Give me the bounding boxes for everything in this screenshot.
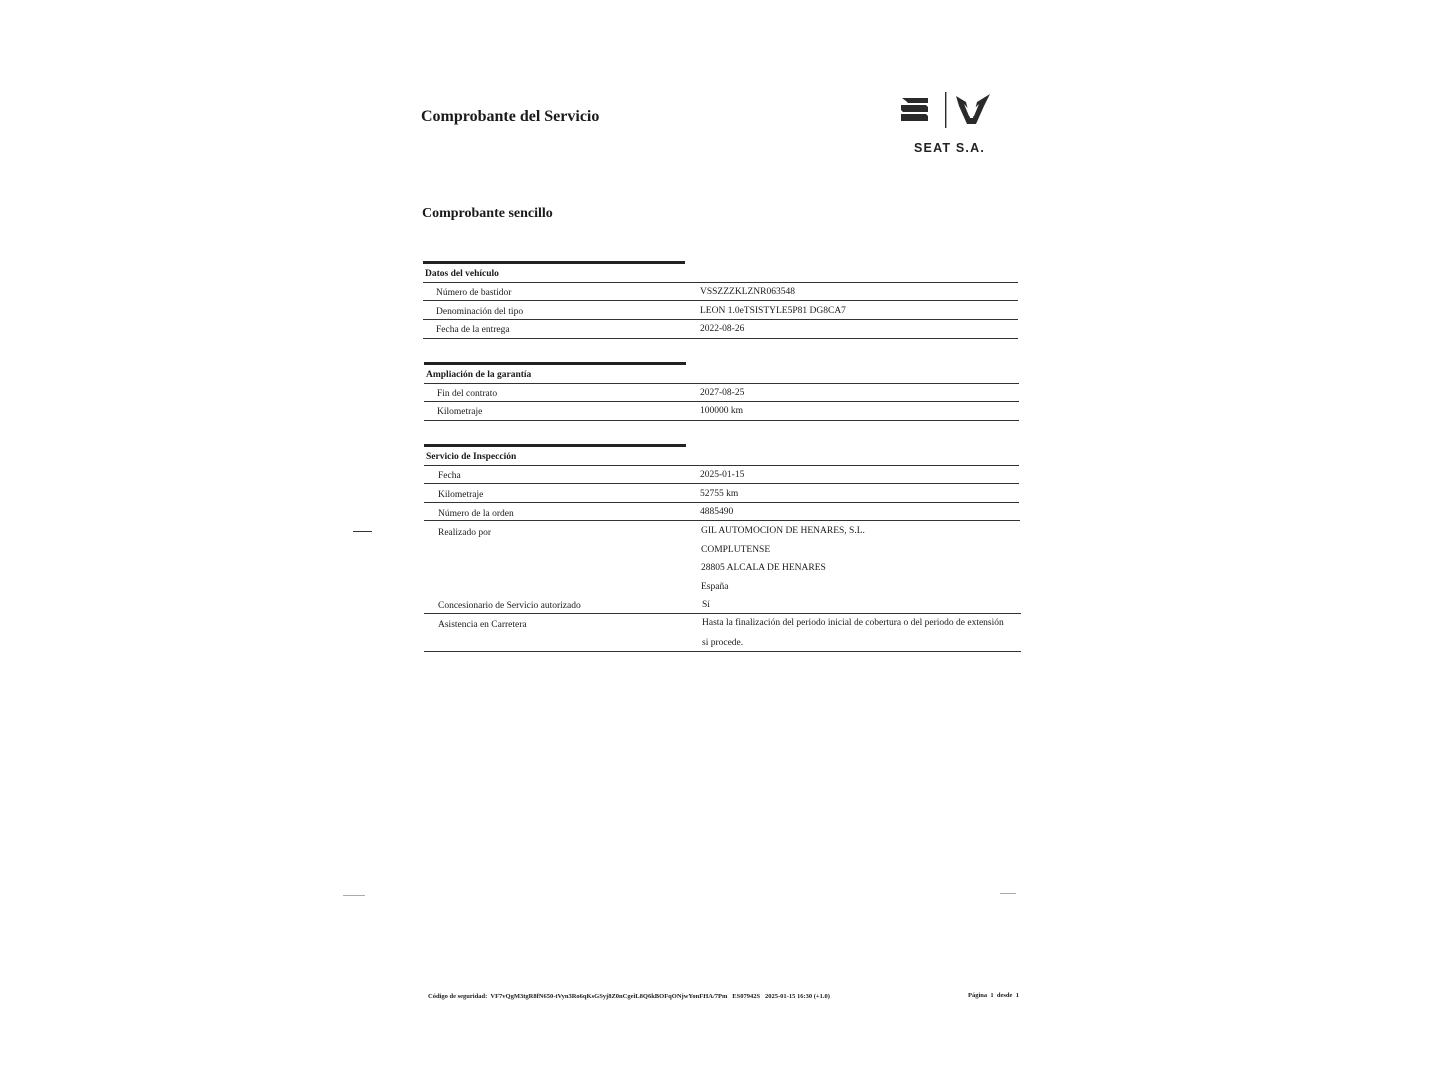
value-warranty-mileage: 100000 km bbox=[700, 406, 744, 416]
row-divider bbox=[423, 282, 1018, 283]
value-performed-by-line: COMPLUTENSE bbox=[701, 545, 771, 555]
security-code-value: VF7vQgM3tgR8fN650-tVyn3Ro6qKsGSyj8Z0nCgeiL8Q6kBOFqONjwYonFHA/7Pm bbox=[490, 993, 728, 1000]
value-inspection-mileage: 52755 km bbox=[700, 489, 739, 499]
page-label: Página bbox=[968, 992, 988, 999]
value-delivery-date: 2022-08-26 bbox=[700, 324, 745, 334]
print-timestamp: 2025-01-15 16:30 (+1.0) bbox=[764, 993, 830, 1000]
label-inspection-mileage: Kilometraje bbox=[438, 490, 484, 500]
value-roadside-assistance-line: Hasta la finalización del periodo inicial de cobertura o del periodo de extensión bbox=[702, 618, 1004, 628]
value-authorized-dealer: Sí bbox=[702, 600, 710, 610]
row-divider bbox=[423, 300, 1018, 301]
label-delivery-date: Fecha de la entrega bbox=[436, 325, 510, 335]
value-order-number: 4885490 bbox=[700, 507, 734, 517]
value-chassis-number: VSSZZZKLZNR063548 bbox=[700, 287, 795, 297]
value-inspection-date: 2025-01-15 bbox=[700, 470, 745, 480]
section-bar bbox=[423, 261, 685, 264]
label-inspection-date: Fecha bbox=[438, 471, 461, 481]
label-roadside-assistance: Asistencia en Carretera bbox=[438, 620, 527, 630]
document-subtitle: Comprobante sencillo bbox=[422, 206, 553, 221]
scan-mark bbox=[353, 531, 372, 532]
label-warranty-mileage: Kilometraje bbox=[437, 407, 483, 417]
value-performed-by-line: GIL AUTOMOCION DE HENARES, S.L. bbox=[701, 526, 865, 536]
page-total: 1 bbox=[1015, 992, 1019, 999]
dealer-code: ES07942S bbox=[732, 993, 761, 1000]
label-order-number: Número de la orden bbox=[438, 509, 514, 519]
row-divider bbox=[424, 613, 1021, 614]
document-title: Comprobante del Servicio bbox=[421, 108, 600, 125]
section-title-warranty: Ampliación de la garantía bbox=[426, 370, 532, 380]
label-performed-by: Realizado por bbox=[438, 528, 492, 538]
value-contract-end: 2027-08-25 bbox=[700, 388, 745, 398]
row-divider bbox=[424, 465, 1019, 466]
row-divider bbox=[423, 319, 1018, 320]
row-divider bbox=[424, 401, 1019, 402]
row-divider bbox=[424, 651, 1021, 652]
page-current: 1 bbox=[990, 992, 994, 999]
cupra-logo-icon bbox=[956, 94, 990, 124]
scan-mark bbox=[343, 895, 365, 896]
label-chassis-number: Número de bastidor bbox=[436, 288, 512, 298]
security-code-footer bbox=[428, 993, 830, 1000]
row-divider bbox=[424, 483, 1019, 484]
seat-logo-icon bbox=[901, 98, 928, 121]
security-code-label: Código de seguridad: bbox=[428, 993, 488, 1000]
section-bar bbox=[424, 362, 686, 365]
brand-name: SEAT S.A. bbox=[914, 141, 985, 155]
section-bar bbox=[424, 444, 686, 447]
value-performed-by-line: España bbox=[701, 582, 729, 592]
label-contract-end: Fin del contrato bbox=[437, 389, 498, 399]
value-roadside-assistance-line: si procede. bbox=[702, 638, 744, 648]
scan-mark bbox=[1000, 893, 1016, 894]
row-divider bbox=[424, 520, 1020, 521]
row-divider bbox=[424, 502, 1019, 503]
label-authorized-dealer: Concesionario de Servicio autorizado bbox=[438, 601, 581, 611]
row-divider bbox=[423, 338, 1018, 339]
value-type-designation: LEON 1.0eTSISTYLE5P81 DG8CA7 bbox=[700, 306, 846, 316]
page-indicator bbox=[968, 992, 1019, 999]
section-title-inspection: Servicio de Inspección bbox=[426, 452, 517, 462]
page-separator: desde bbox=[996, 992, 1013, 999]
row-divider bbox=[424, 383, 1019, 384]
section-title-vehicle: Datos del vehículo bbox=[425, 269, 499, 279]
value-performed-by-line: 28805 ALCALA DE HENARES bbox=[701, 563, 826, 573]
row-divider bbox=[424, 420, 1019, 421]
label-type-designation: Denominación del tipo bbox=[436, 307, 524, 317]
